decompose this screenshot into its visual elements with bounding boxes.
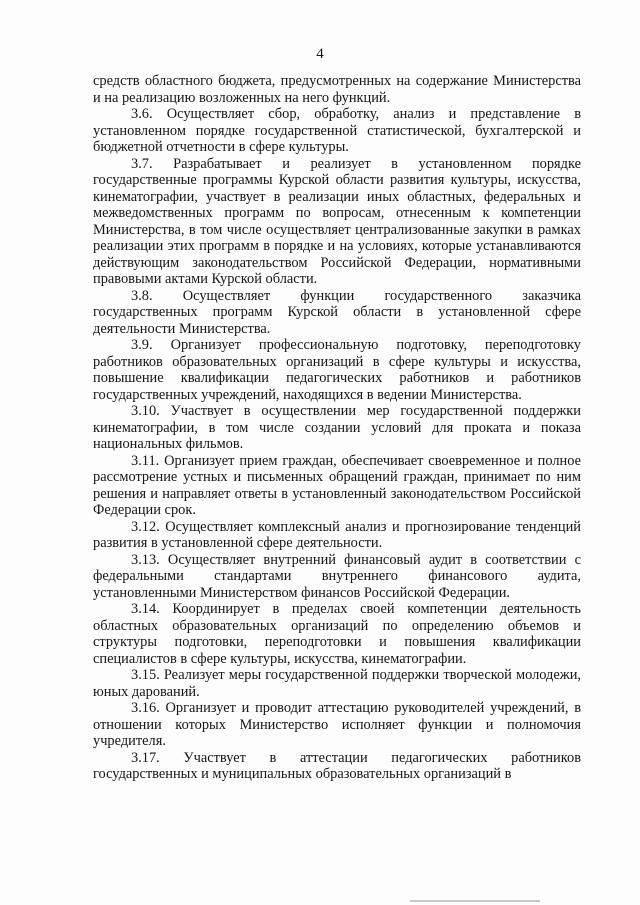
document-body bbox=[93, 73, 581, 783]
paragraph-3-17: 3.17. Участвует в аттестации педагогических работников государственных и муниципальных образовательных организаций в bbox=[93, 749, 581, 782]
paragraph-3-16: 3.16. Организует и проводит аттестацию руководителей учреждений, в отношении которых Министерство исполняет функции и полномочия учредителя. bbox=[93, 700, 581, 749]
paragraph-continuation: средств областного бюджета, предусмотренных на содержание Министерства и на реализацию возложенных на него функций. bbox=[93, 73, 581, 106]
paragraph-3-8: 3.8. Осуществляет функции государственного заказчика государственных программ Курской области в установленной сфере деятельности Министерства. bbox=[93, 287, 581, 337]
paragraph-3-12: 3.12. Осуществляет комплексный анализ и прогнозирование тенденций развития в установленной сфере деятельности. bbox=[93, 518, 581, 551]
paragraph-3-7: 3.7. Разрабатывает и реализует в установленном порядке государственные программы Курской области развития культуры, искусства, кинематографии, участвует в реализации иных областных, федеральных и межведомственных программ по вопросам, отнесенным к компетенции Министерства, в том числе осуществляет централизованные закупки в рамках реализации этих программ в порядке и на условиях, которые устанавливаются действующим законодательством Российской Федерации, нормативными правовыми актами Курской области. bbox=[93, 155, 581, 287]
scan-edge-mark bbox=[410, 900, 540, 902]
paragraph-3-15: 3.15. Реализует меры государственной поддержки творческой молодежи, юных дарований. bbox=[93, 667, 581, 700]
paragraph-3-10: 3.10. Участвует в осуществлении мер государственной поддержки кинематографии, в том числе создании условий для проката и показа национальных фильмов. bbox=[93, 403, 581, 452]
paragraph-3-6: 3.6. Осуществляет сбор, обработку, анализ и представление в установленном порядке государственной статистической, бухгалтерской и бюджетной отчетности в сфере культуры. bbox=[93, 106, 581, 155]
page-number: 4 bbox=[316, 46, 324, 62]
paragraph-3-11: 3.11. Организует прием граждан, обеспечивает своевременное и полное рассмотрение устных и письменных обращений граждан, принимает по ним решения и направляет ответы в установленный законодательством Российской Федерации срок. bbox=[93, 452, 581, 518]
paragraph-3-9: 3.9. Организует профессиональную подготовку, переподготовку работников образовательных организаций в сфере культуры и искусства, повышение квалификации педагогических работников и работников государственных учреждений, находящихся в ведении Министерства. bbox=[93, 337, 581, 403]
paragraph-3-13: 3.13. Осуществляет внутренний финансовый аудит в соответствии с федеральными стандартами внутреннего финансового аудита, установленными Министерством финансов Российской Федерации. bbox=[93, 551, 581, 601]
paragraph-3-14: 3.14. Координирует в пределах своей компетенции деятельность областных образовательных организаций по определению объемов и структуры подготовки, переподготовки и повышения квалификации специалистов в сфере культуры, искусства, кинематографии. bbox=[93, 601, 581, 667]
